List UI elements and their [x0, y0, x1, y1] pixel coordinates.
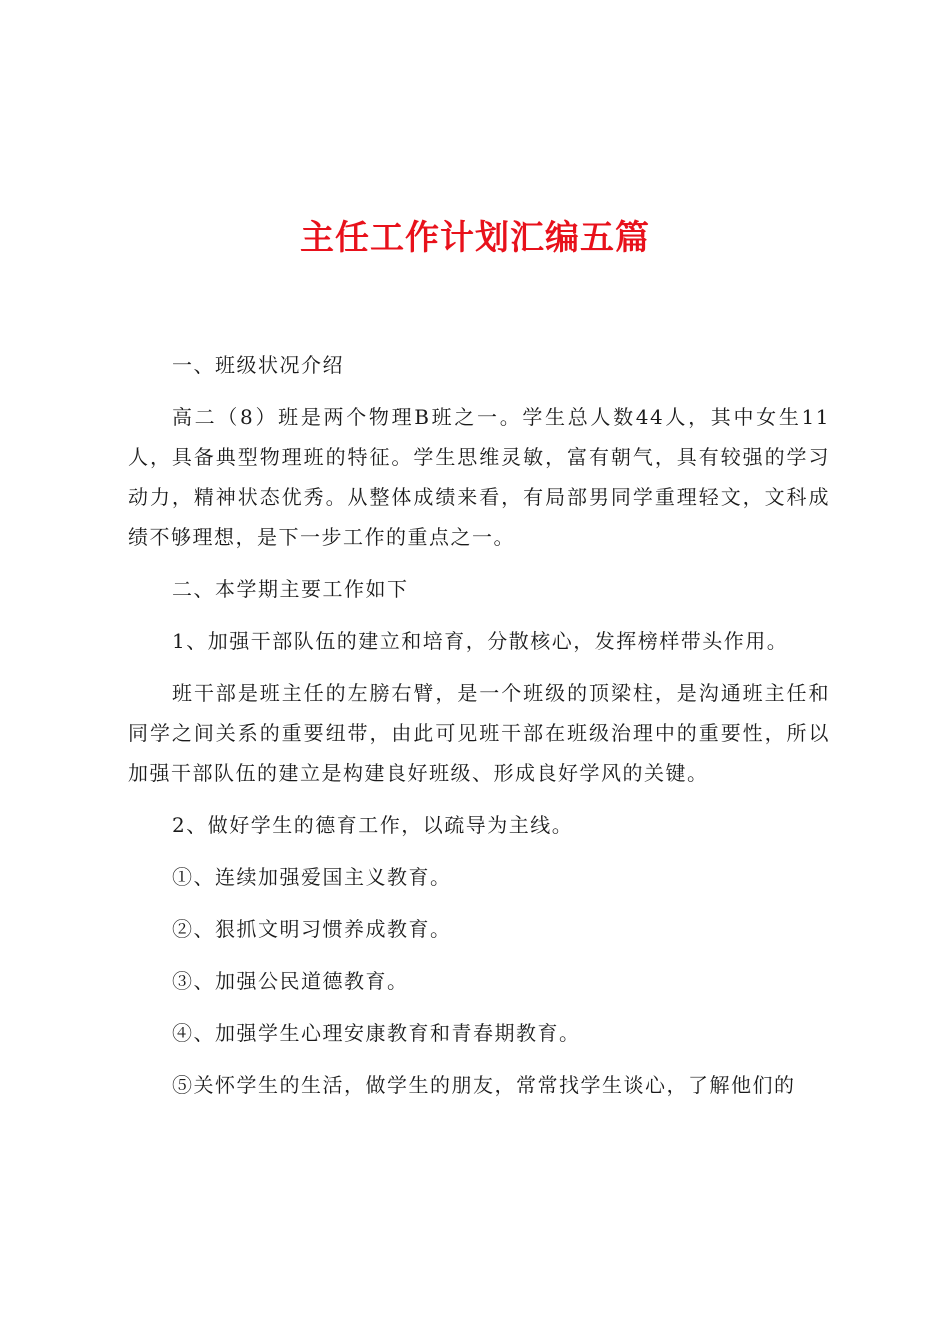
- section-heading-1: 一、班级状况介绍: [172, 353, 344, 377]
- list-item-4: ④、加强学生心理安康教育和青春期教育。: [172, 1021, 581, 1045]
- list-item-5: ⑤关怀学生的生活，做学生的朋友，常常找学生谈心，了解他们的: [172, 1073, 796, 1097]
- list-item-3: ③、加强公民道德教育。: [172, 969, 409, 993]
- item-1-heading: 1、加强干部队伍的建立和培育，分散核心，发挥榜样带头作用。: [172, 629, 789, 653]
- document-body: [128, 345, 830, 1117]
- list-item-1: ①、连续加强爱国主义教育。: [172, 865, 452, 889]
- paragraph-class-intro: 高二（8）班是两个物理B班之一。学生总人数44人，其中女生11人，具备典型物理班的特征。学生思维灵敏，富有朝气，具有较强的学习动力，精神状态优秀。从整体成绩来看，有局部男同学重理轻文，文科成绩不够理想，是下一步工作的重点之一。: [128, 405, 830, 549]
- item-2-heading: 2、做好学生的德育工作，以疏导为主线。: [172, 813, 574, 837]
- section-heading-2: 二、本学期主要工作如下: [172, 577, 409, 601]
- list-item-2: ②、狠抓文明习惯养成教育。: [172, 917, 452, 941]
- document-title: 主任工作计划汇编五篇: [300, 218, 650, 258]
- paragraph-class-cadres: 班干部是班主任的左膀右臂，是一个班级的顶梁柱，是沟通班主任和同学之间关系的重要纽带，由此可见班干部在班级治理中的重要性，所以加强干部队伍的建立是构建良好班级、形成良好学风的关键。: [128, 681, 830, 785]
